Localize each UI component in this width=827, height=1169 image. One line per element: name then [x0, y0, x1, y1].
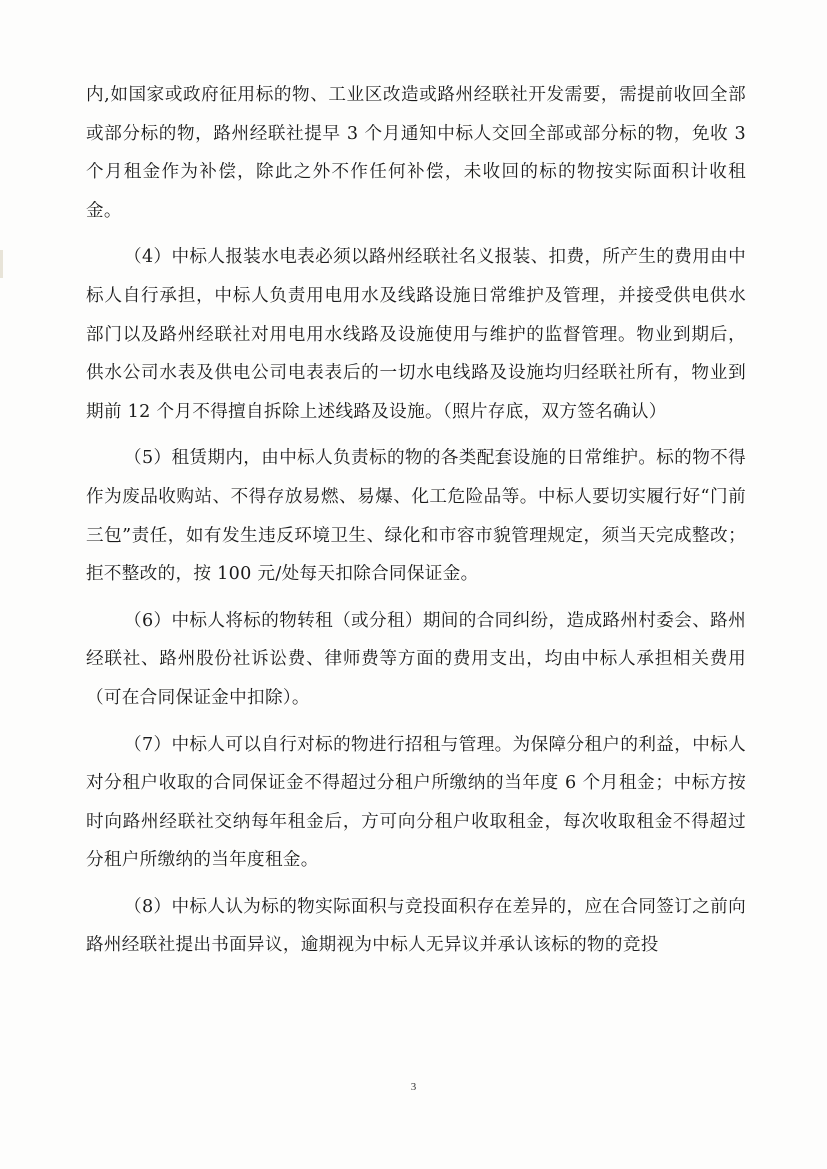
- document-body: [86, 76, 746, 965]
- paragraph-clause-5: （5）租赁期内，由中标人负责标的物的各类配套设施的日常维护。标的物不得作为废品收购站、不得存放易燃、易爆、化工危险品等。中标人要切实履行好“门前三包”责任，如有发生违反环境卫生、绿化和市容市貌管理规定，须当天完成整改；拒不整改的，按 100 元/处每天扣除合同保证金。: [86, 448, 746, 585]
- paragraph-clause-4: （4）中标人报装水电表必须以路州经联社名义报装、扣费，所产生的费用由中标人自行承担，中标人负责用电用水及线路设施日常维护及管理，并接受供电供水部门以及路州经联社对用电用水线路及设施使用与维护的监督管理。物业到期后，供水公司水表及供电公司电表表后的一切水电线路及设施均归经联社所有，物业到期前 12 个月不得擅自拆除上述线路及设施。（照片存底，双方签名确认）: [86, 247, 746, 422]
- paragraph-clause-8: （8）中标人认为标的物实际面积与竞投面积存在差异的，应在合同签订之前向路州经联社提出书面异议，逾期视为中标人无异议并承认该标的物的竞投: [86, 896, 746, 956]
- scan-edge-mark: [0, 250, 3, 278]
- page-number: 3: [410, 1081, 417, 1093]
- paragraph-clause-6: （6）中标人将标的物转租（或分租）期间的合同纠纷，造成路州村委会、路州经联社、路州股份社诉讼费、律师费等方面的费用支出，均由中标人承担相关费用（可在合同保证金中扣除）。: [86, 610, 746, 708]
- paragraph-continued: 内,如国家或政府征用标的物、工业区改造或路州经联社开发需要，需提前收回全部或部分标的物，路州经联社提早 3 个月通知中标人交回全部或部分标的物，免收 3 个月租金作为补偿，除此之外不作任何补偿，未收回的标的物按实际面积计收租金。: [86, 85, 746, 221]
- paragraph-clause-7: （7）中标人可以自行对标的物进行招租与管理。为保障分租户的利益，中标人对分租户收取的合同保证金不得超过分租户所缴纳的当年度 6 个月租金；中标方按时向路州经联社交纳每年租金后，方可向分租户收取租金，每次收取租金不得超过分租户所缴纳的当年度租金。: [86, 734, 746, 871]
